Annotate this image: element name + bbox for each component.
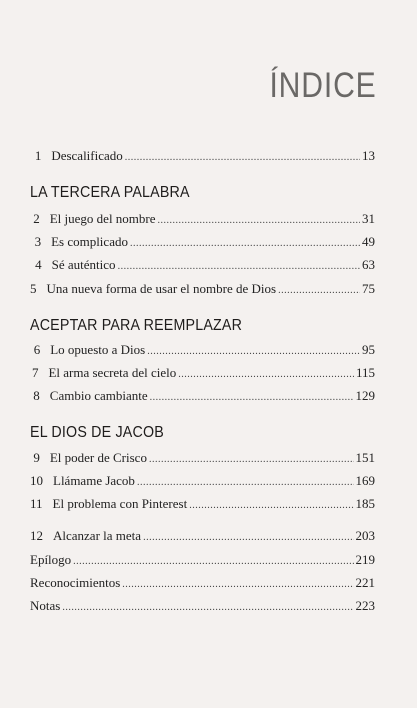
dot-leader [178, 369, 354, 380]
dot-leader [150, 392, 354, 403]
chapter-number: 9 [33, 450, 40, 465]
page-number: 95 [362, 342, 375, 357]
chapter-title: Cambio cambiante [49, 388, 148, 403]
dot-leader [278, 285, 360, 296]
page-number: 221 [355, 575, 375, 590]
toc-entry [30, 388, 375, 404]
chapter-number: 6 [33, 342, 41, 357]
page-number: 13 [362, 148, 375, 163]
page-number: 169 [355, 473, 375, 488]
entry-title: Epílogo [30, 552, 72, 567]
page-number: 49 [362, 234, 375, 249]
toc-entry [30, 528, 375, 544]
entry-title: Notas [30, 598, 61, 613]
page-number: 129 [355, 388, 375, 403]
entry-title: Reconocimientos [30, 575, 121, 590]
page-number: 31 [362, 211, 375, 226]
section-heading: ACEPTAR PARA REEMPLAZAR [30, 317, 243, 334]
chapter-title: Es complicado [51, 234, 128, 249]
toc-entry [30, 342, 375, 358]
chapter-number: 5 [30, 281, 37, 296]
page-number: 223 [355, 598, 375, 613]
chapter-title: Llámame Jacob [53, 473, 135, 488]
page-number: 115 [355, 365, 375, 380]
dot-leader [147, 346, 360, 357]
toc-entry [30, 211, 375, 227]
toc-entry [30, 281, 375, 297]
chapter-number: 7 [31, 365, 39, 380]
back-matter-entry [30, 552, 375, 568]
toc-entry [30, 473, 375, 489]
toc-entry [30, 365, 375, 381]
chapter-title: El juego del nombre [49, 211, 156, 226]
toc-entry [30, 257, 375, 273]
back-matter-entry [30, 575, 375, 591]
chapter-title: Descalificado [51, 148, 123, 163]
dot-leader [149, 454, 354, 465]
page-number: 75 [362, 281, 375, 296]
toc-entry [30, 496, 375, 512]
page-number: 219 [355, 552, 375, 567]
chapter-number: 3 [34, 234, 42, 249]
chapter-title: El poder de Crisco [49, 450, 147, 465]
chapter-number: 2 [33, 211, 40, 226]
dot-leader [118, 261, 360, 272]
chapter-number: 1 [34, 148, 42, 163]
chapter-title: El problema con Pinterest [52, 496, 188, 511]
chapter-number: 12 [30, 528, 43, 543]
dot-leader [122, 579, 353, 590]
page-number: 185 [355, 496, 375, 511]
chapter-title: El arma secreta del cielo [48, 365, 177, 380]
chapter-number: 10 [30, 473, 43, 488]
dot-leader [62, 602, 353, 613]
dot-leader [137, 477, 354, 488]
chapter-title: Sé auténtico [51, 257, 116, 272]
chapter-title: Una nueva forma de usar el nombre de Dios [46, 281, 277, 296]
section-heading: LA TERCERA PALABRA [30, 184, 190, 201]
dot-leader [130, 238, 360, 249]
section-heading: EL DIOS DE JACOB [30, 424, 164, 441]
dot-leader [125, 152, 360, 163]
chapter-number: 4 [35, 257, 42, 272]
page-number: 203 [355, 528, 375, 543]
toc-entry [30, 234, 375, 250]
dot-leader [189, 500, 353, 511]
chapter-title: Alcanzar la meta [53, 528, 142, 543]
dot-leader [158, 215, 360, 226]
chapter-number: 11 [30, 496, 43, 511]
dot-leader [73, 556, 353, 567]
back-matter-entry [30, 598, 375, 614]
page-number: 151 [355, 450, 375, 465]
chapter-number: 8 [33, 388, 40, 403]
page-title: ÍNDICE [269, 66, 377, 105]
toc-entry [30, 148, 375, 164]
chapter-title: Lo opuesto a Dios [50, 342, 146, 357]
toc-entry [30, 450, 375, 466]
page-number: 63 [362, 257, 375, 272]
dot-leader [143, 532, 353, 543]
